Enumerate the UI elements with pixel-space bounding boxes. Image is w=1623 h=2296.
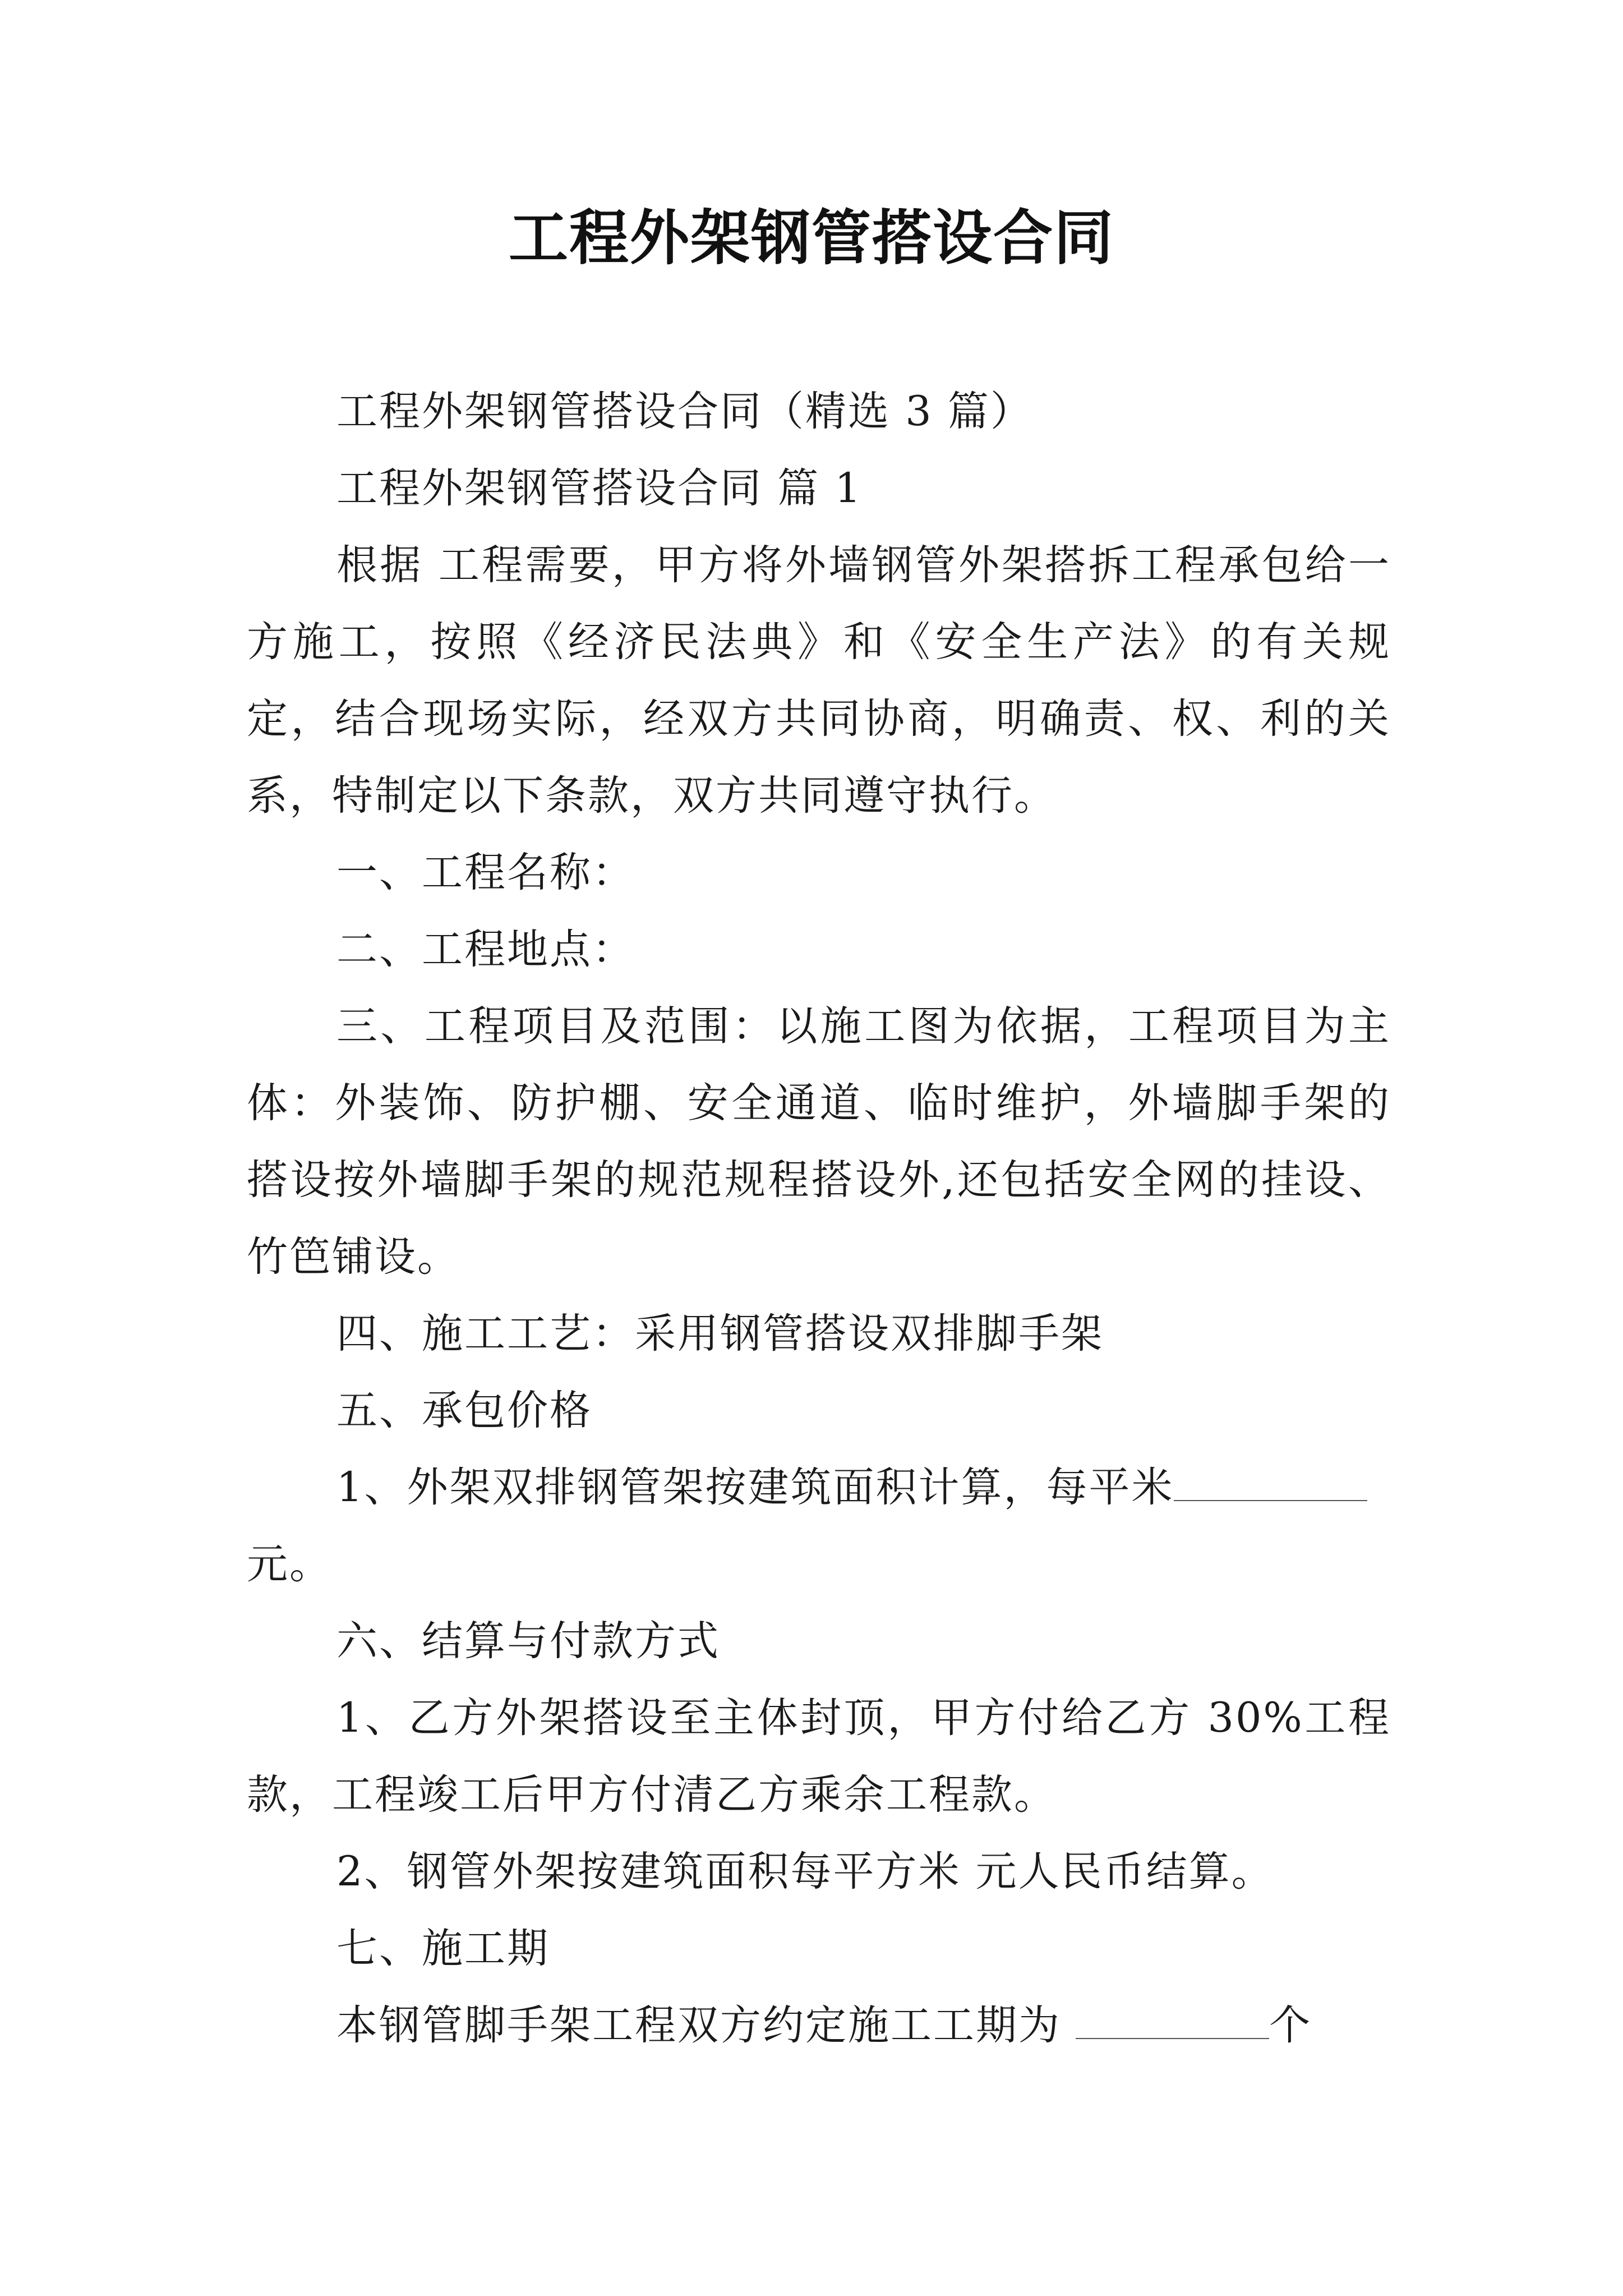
paragraph-construction-process: 四、施工工艺：采用钢管搭设双排脚手架 [336,1310,1104,1358]
period-detail-text: 本钢管脚手架工程双方约定施工工期为 [336,2001,1061,2049]
paragraph-price-unit: 元。 [247,1540,332,1588]
document-title: 工程外架钢管搭设合同 [509,204,1114,273]
paragraph-settlement-item-1: 1、乙方外架搭设至主体封顶，甲方付给乙方 30%工程款，工程竣工后甲方付清乙方乘余工程款。 [247,1694,1391,1819]
paragraph-intro: 根据 工程需要，甲方将外墙钢管外架搭拆工程承包给一方施工，按照《经济民法典》和《安全生产法》的有关规定，结合现场实际，经双方共同协商，明确责、权、利的关系，特制定以下条款，双方共同遵守执行。 [247,541,1391,820]
paragraph-contract-price: 五、承包价格 [336,1387,592,1434]
document-body [247,373,1391,2064]
price-blank-line [1174,1466,1367,1501]
paragraph-project-scope: 三、工程项目及范围：以施工图为依据，工程项目为主体：外装饰、防护棚、安全通道、临时维护，外墙脚手架的搭设按外墙脚手架的规范规程搭设外,还包括安全网的挂设、竹笆铺设。 [247,1002,1391,1281]
period-unit: 个 [1269,2001,1312,2049]
paragraph-section-heading: 工程外架钢管搭设合同 篇 1 [336,464,863,512]
paragraph-period-detail [247,1987,1391,2064]
paragraph-project-name: 一、工程名称： [336,849,635,896]
period-blank-line [1076,2004,1269,2039]
price-item-text: 1、外架双排钢管架按建筑面积计算，每平米 [336,1464,1174,1511]
paragraph-settlement: 六、结算与付款方式 [336,1617,720,1665]
paragraph-settlement-item-2: 2、钢管外架按建筑面积每平方米 元人民币结算。 [336,1848,1274,1895]
paragraph-subtitle: 工程外架钢管搭设合同（精选 3 篇） [336,388,1033,435]
paragraph-price-item-1 [247,1449,1391,1526]
paragraph-construction-period: 七、施工期 [336,1925,550,1972]
paragraph-project-location: 二、工程地点： [336,926,635,973]
